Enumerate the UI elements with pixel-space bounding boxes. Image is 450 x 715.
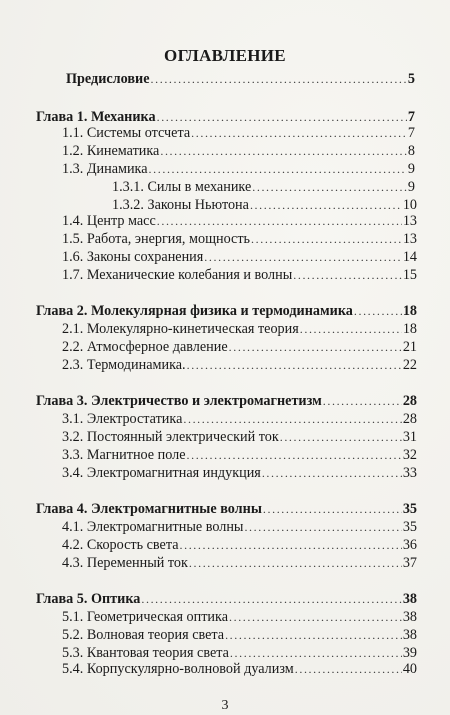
toc-entry-label: 1.3.2. Законы Ньютона [112,197,249,213]
toc-chapter-entry [36,393,417,410]
toc-section-entry [62,339,417,356]
toc-entry-label: 2.3. Термодинамика. [62,357,186,373]
dot-leader [252,179,407,196]
dot-leader [251,231,402,248]
toc-entry-label: Глава 3. Электричество и электромагнетизм [36,393,322,409]
toc-entry-page: 38 [402,609,417,625]
toc-section-entry [62,143,415,160]
toc-entry-page: 40 [402,661,417,677]
dot-leader [229,339,402,356]
toc-section-entry [62,321,417,338]
toc-entry-page: 28 [402,411,417,427]
toc-entry-label: 5.3. Квантовая теория света [62,645,229,661]
toc-entry-label: 1.7. Механические колебания и волны [62,267,293,283]
dot-leader [263,501,402,518]
dot-leader [151,71,407,88]
toc-entry-label: 3.4. Электромагнитная индукция [62,465,261,481]
dot-leader [300,321,402,338]
toc-entry-label: 4.3. Переменный ток [62,555,188,571]
toc-entry-page: 37 [402,555,417,571]
toc-entry-page: 9 [407,179,415,195]
toc-entry-label: 1.4. Центр масс [62,213,156,229]
toc-entry-page: 18 [402,321,417,337]
toc-section-entry [62,429,417,446]
toc-entry-page: 22 [402,357,417,373]
toc-section-entry [62,357,417,374]
toc-section-entry [62,161,415,178]
toc-entry-page: 35 [402,501,417,517]
toc-entry-label: 3.1. Электростатика [62,411,183,427]
toc-chapter-entry [36,303,417,320]
dot-leader [293,267,402,284]
toc-section-entry [62,661,417,678]
toc-section-entry [62,267,417,284]
toc-entry-label: 1.3.1. Силы в механике [112,179,252,195]
toc-entry-page: 33 [402,465,417,481]
dot-leader [295,661,402,678]
toc-entry-page: 10 [402,197,417,213]
toc-entry-label: 2.1. Молекулярно-кинетическая теория [62,321,299,337]
toc-entry-label: 4.1. Электромагнитные волны [62,519,244,535]
dot-leader [204,249,402,266]
toc-entry-page: 9 [407,161,415,177]
dot-leader [225,627,402,644]
toc-entry-label: 4.2. Скорость света [62,537,179,553]
toc-section-entry [62,537,417,554]
toc-entry-label: 5.2. Волновая теория света [62,627,225,643]
dot-leader [189,555,402,572]
dot-leader [230,645,402,662]
toc-entry-page: 38 [402,627,417,643]
toc-section-entry [112,179,415,196]
dot-leader [180,537,402,554]
dot-leader [183,411,401,428]
dot-leader [187,357,402,374]
toc-entry-page: 7 [407,109,415,125]
toc-entry-label: 1.5. Работа, энергия, мощность [62,231,251,247]
dot-leader [157,213,402,230]
toc-section-entry [62,609,417,626]
dot-leader [149,161,407,178]
toc-section-entry [62,249,417,266]
toc-section-entry [62,411,417,428]
dot-leader [244,519,401,536]
toc-section-entry [112,197,417,214]
dot-leader [191,125,407,142]
toc-entry-page: 18 [402,303,417,319]
toc-entry-label: 1.3. Динамика [62,161,148,177]
toc-entry-label: 1.2. Кинематика [62,143,160,159]
toc-entry-page: 21 [402,339,417,355]
toc-section-entry [62,125,415,142]
toc-entry-label: Предисловие [66,71,150,87]
toc-entry-label: 1.1. Системы отсчета [62,125,191,141]
dot-leader [354,303,402,320]
page-number: 3 [221,698,229,713]
toc-entry-label: 5.1. Геометрическая оптика [62,609,228,625]
toc-entry-label: 5.4. Корпускулярно-волновой дуализм [62,661,294,677]
toc-entry-page: 13 [402,231,417,247]
toc-entry-label: 2.2. Атмосферное давление [62,339,228,355]
toc-entry-page: 35 [402,519,417,535]
toc-entry-label: Глава 2. Молекулярная физика и термодинамика [36,303,353,319]
dot-leader [323,393,402,410]
dot-leader [280,429,402,446]
toc-entry-page: 5 [407,71,415,87]
toc-entry-label: 3.3. Магнитное поле [62,447,186,463]
toc-section-entry [62,519,417,536]
toc-entry-label: Глава 5. Оптика [36,591,141,607]
dot-leader [262,465,402,482]
dot-leader [141,591,401,608]
toc-chapter-entry [36,501,417,518]
dot-leader [229,609,402,626]
toc-entry-page: 38 [402,591,417,607]
toc-entry-label: Глава 4. Электромагнитные волны [36,501,262,517]
toc-entry-page: 28 [402,393,417,409]
toc-chapter-entry [66,71,415,88]
dot-leader [250,197,402,214]
toc-chapter-entry [36,109,415,126]
toc-section-entry [62,555,417,572]
dot-leader [160,143,407,160]
toc-entry-label: 1.6. Законы сохранения [62,249,204,265]
toc-chapter-entry [36,591,417,608]
toc-section-entry [62,627,417,644]
toc-section-entry [62,465,417,482]
toc-entry-label: 3.2. Постоянный электрический ток [62,429,279,445]
toc-section-entry [62,231,417,248]
dot-leader [187,447,402,464]
dot-leader [157,109,407,126]
toc-entry-page: 7 [407,125,415,141]
toc-entry-page: 13 [402,213,417,229]
toc-section-entry [62,213,417,230]
toc-section-entry [62,447,417,464]
toc-section-entry [62,645,417,662]
toc-entry-label: Глава 1. Механика [36,109,156,125]
toc-entry-page: 15 [402,267,417,283]
toc-entry-page: 31 [402,429,417,445]
toc-entry-page: 36 [402,537,417,553]
toc-entry-page: 14 [402,249,417,265]
toc-entry-page: 32 [402,447,417,463]
toc-entry-page: 8 [407,143,415,159]
toc-title: ОГЛАВЛЕНИЕ [164,46,286,65]
toc-entry-page: 39 [402,645,417,661]
